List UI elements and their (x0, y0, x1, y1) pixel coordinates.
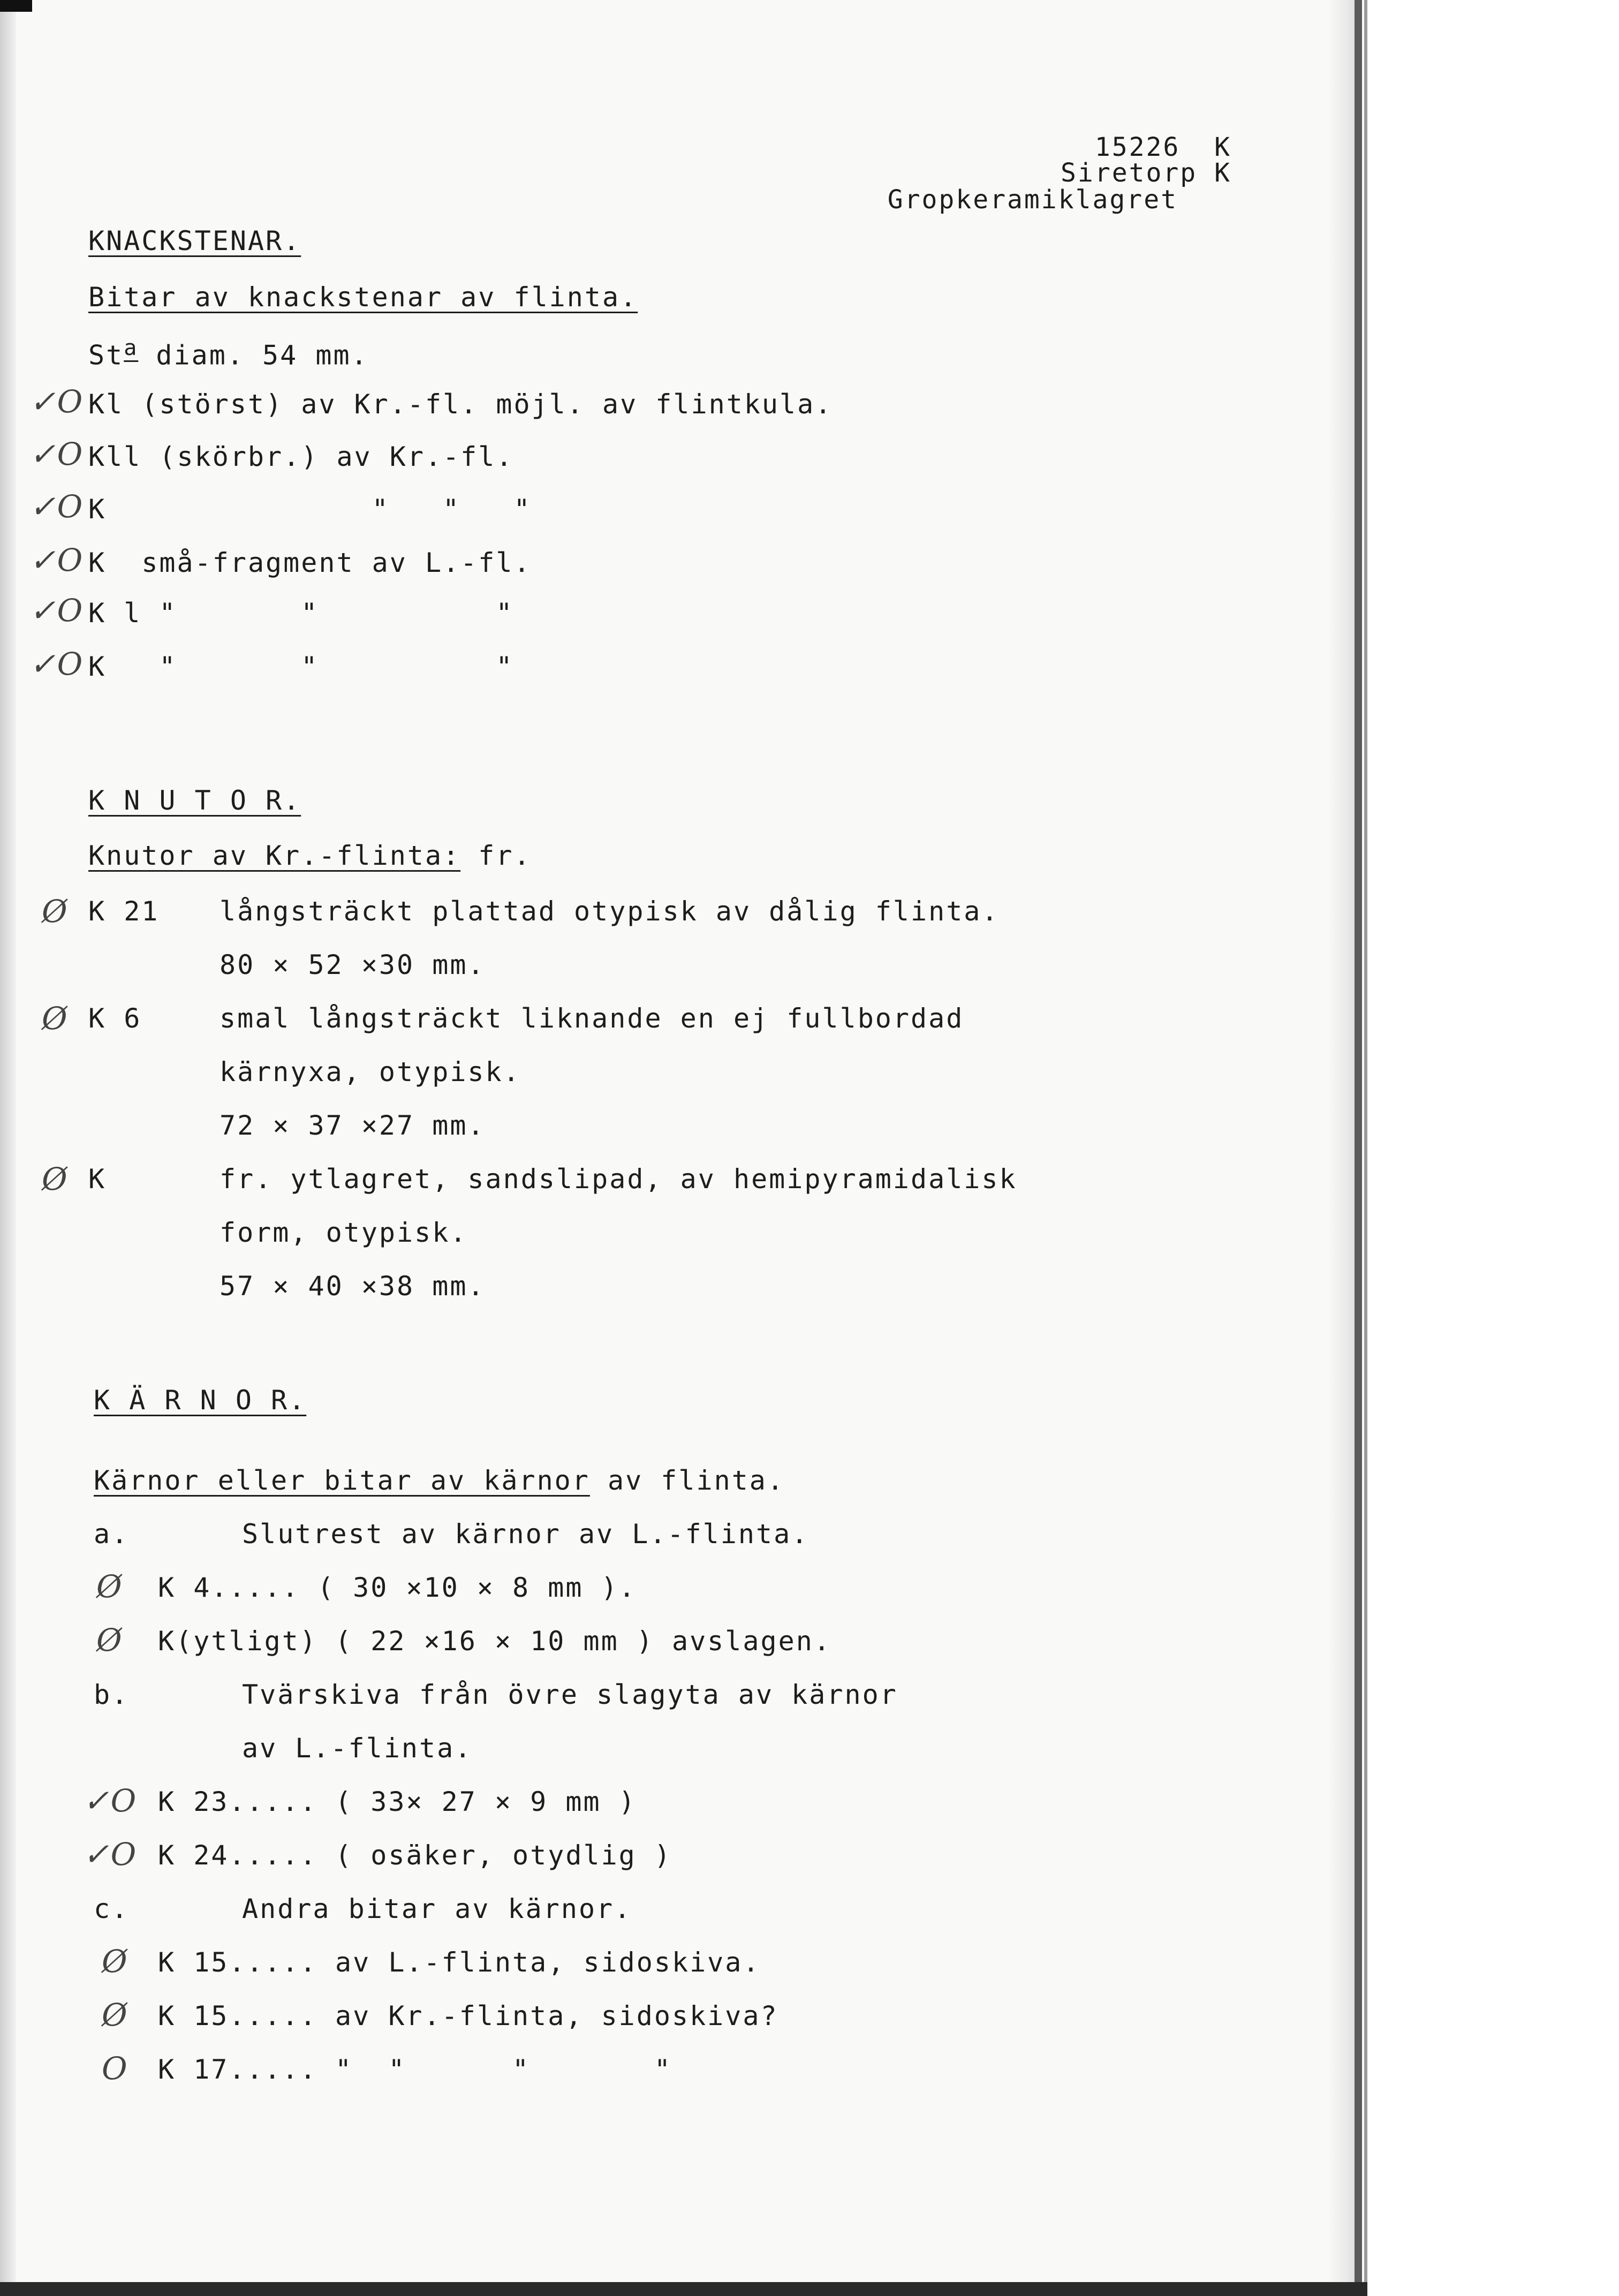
knackstenar-row: K l " " " (88, 598, 514, 629)
knackstenar-subtitle: Bitar av knackstenar av flinta. (88, 282, 638, 313)
knutor-item-code: K (88, 1164, 107, 1195)
scan-right-binding (1355, 0, 1362, 2296)
scan-corner-mark (0, 0, 32, 12)
knutor-subtitle: Knutor av Kr.-flinta: fr. (88, 840, 532, 871)
karnor-subtitle: Kärnor eller bitar av kärnor av flinta. (94, 1465, 785, 1496)
cross-mark: Ø (102, 1943, 129, 1980)
cross-mark: Ø (102, 1997, 129, 2033)
section-title-karnor: K Ä R N O R. (94, 1385, 307, 1416)
section-b-label: b. (94, 1679, 130, 1710)
knutor-item-code: K 6 (88, 1003, 142, 1034)
section-c-text: Andra bitar av kärnor. (242, 1893, 632, 1924)
karnor-row: K(ytligt) ( 22 ×16 × 10 mm ) avslagen. (158, 1626, 831, 1657)
knutor-item-size: 57 × 40 ×38 mm. (220, 1271, 486, 1302)
cross-mark: Ø (96, 1622, 124, 1658)
knackstenar-diameter: St$^a$ diam. 54 mm. (88, 336, 369, 371)
knutor-item-size: 72 × 37 ×27 mm. (220, 1110, 486, 1141)
section-a-text: Slutrest av kärnor av L.-flinta. (242, 1519, 810, 1550)
section-title-knutor: K N U T O R. (88, 785, 301, 816)
scan-left-edge (0, 0, 16, 2296)
section-b-text: Tvärskiva från övre slagyta av kärnor (242, 1679, 898, 1710)
knutor-item-desc: smal långsträckt liknande en ej fullbordad (220, 1003, 964, 1034)
section-c-label: c. (94, 1893, 130, 1924)
cross-mark: Ø (42, 1161, 69, 1197)
knutor-item-desc: fr. ytlagret, sandslipad, av hemipyramidalisk (220, 1164, 1017, 1195)
knackstenar-row: K " " " (88, 494, 532, 525)
circle-mark: O (102, 2050, 129, 2087)
karnor-row: K 15..... av L.-flinta, sidoskiva. (158, 1947, 761, 1978)
section-a-label: a. (94, 1519, 130, 1550)
knutor-item-code: K 21 (88, 896, 160, 927)
scan-bottom-edge (0, 2282, 1367, 2296)
karnor-row: K 4..... ( 30 ×10 × 8 mm ). (158, 1572, 637, 1603)
karnor-row: K 24..... ( osäker, otydlig ) (158, 1840, 672, 1871)
cross-mark: Ø (42, 1000, 69, 1037)
site-name: Siretorp K (1061, 158, 1231, 188)
knutor-item-desc: kärnyxa, otypisk. (220, 1056, 521, 1087)
knackstenar-row: K " " " (88, 651, 514, 682)
check-mark: ✓O (29, 542, 85, 578)
catalog-number: 15226 K (1094, 132, 1231, 162)
knutor-item-desc: långsträckt plattad otypisk av dålig flinta. (220, 896, 1000, 927)
cross-mark: Ø (42, 893, 69, 930)
check-mark: ✓O (29, 383, 85, 420)
check-mark: ✓O (29, 436, 85, 472)
section-title-knackstenar: KNACKSTENAR. (88, 225, 301, 256)
section-b-text: av L.-flinta. (242, 1733, 473, 1764)
scan-background (1367, 0, 1619, 2296)
check-mark: ✓O (29, 592, 85, 629)
knutor-item-desc: form, otypisk. (220, 1217, 468, 1248)
cross-mark: Ø (96, 1568, 124, 1605)
layer-name: Gropkeramiklagret (887, 185, 1178, 215)
check-mark: ✓O (83, 1836, 138, 1872)
karnor-row: K 17..... " " " " (158, 2054, 672, 2085)
check-mark: ✓O (83, 1783, 138, 1819)
knutor-item-size: 80 × 52 ×30 mm. (220, 949, 486, 980)
knackstenar-row: Kll (skörbr.) av Kr.-fl. (88, 441, 514, 472)
check-mark: ✓O (29, 646, 85, 682)
knackstenar-row: K små-fragment av L.-fl. (88, 547, 532, 578)
knackstenar-row: Kl (störst) av Kr.-fl. möjl. av flintkula. (88, 389, 833, 420)
check-mark: ✓O (29, 488, 85, 525)
karnor-row: K 15..... av Kr.-flinta, sidoskiva? (158, 2000, 778, 2031)
karnor-row: K 23..... ( 33× 27 × 9 mm ) (158, 1786, 637, 1817)
